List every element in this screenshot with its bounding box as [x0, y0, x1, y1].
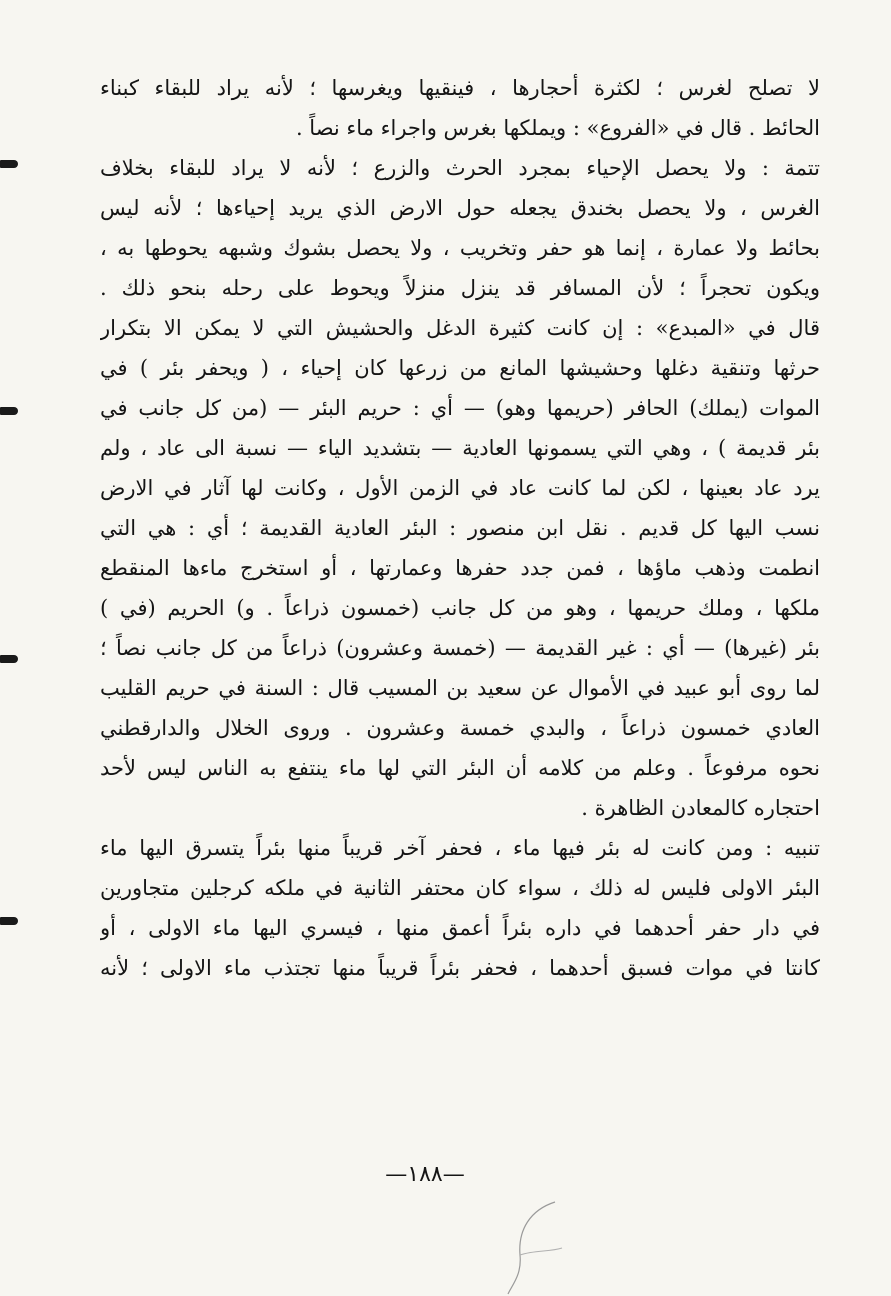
text-line: البئر الاولى فليس له ذلك ، سواء كان محتفر الثانية في ملكه كرجلين متجاورين [100, 876, 820, 900]
text-line: تنبيه : ومن كانت له بئر فيها ماء ، فحفر آخر قريباً منها بئراً يتسرق اليها ماء [100, 836, 820, 860]
page-number: —١٨٨— [385, 1162, 465, 1187]
text-line: يرد عاد بعينها ، لكن لما كانت عاد في الزمن الأول ، وكانت لها آثار في الارض [100, 476, 820, 500]
body-text [100, 68, 820, 988]
margin-mark [0, 160, 18, 168]
margin-mark [0, 407, 18, 415]
text-line: قال في «المبدع» : إن كانت كثيرة الدغل والحشيش التي لا يمكن الا بتكرار [100, 316, 820, 340]
text-line: الحائط . قال في «الفروع» : ويملكها بغرس واجراء ماء نصاً . [295, 116, 820, 140]
text-line: الغرس ، ولا يحصل بخندق يجعله حول الارض الذي يريد إحياءها ؛ لأنه ليس [100, 196, 820, 220]
text-line: كانتا في موات فسبق أحدهما ، فحفر بئراً قريباً منها تجتذب ماء الاولى ؛ لأنه [100, 956, 820, 980]
text-line: لا تصلح لغرس ؛ لكثرة أحجارها ، فينقيها ويغرسها ؛ لأنه يراد للبقاء كبناء [100, 76, 820, 100]
text-line: حرثها وتنقية دغلها وحشيشها المانع من زرعها كان إحياء ، ( ويحفر بئر ) في [100, 356, 820, 380]
text-line: بحائط ولا عمارة ، إنما هو حفر وتخريب ، ولا يحصل بشوك وشبهه يحوطها به ، [100, 236, 820, 260]
margin-mark [0, 917, 18, 925]
text-line: الموات (يملك) الحافر (حريمها وهو) — أي : حريم البئر — (من كل جانب في [100, 396, 820, 420]
pencil-scribble [500, 1200, 580, 1296]
text-line: لما روى أبو عبيد في الأموال عن سعيد بن المسيب قال : السنة في حريم القليب [100, 676, 820, 700]
text-line: العادي خمسون ذراعاً ، والبدي خمسة وعشرون . وروى الخلال والدارقطني [100, 716, 820, 740]
text-line: في دار حفر أحدهما في داره بئراً أعمق منها ، فيسري اليها ماء الاولى ، أو [100, 916, 820, 940]
margin-mark [0, 655, 18, 663]
text-line: بئر قديمة ) ، وهي التي يسمونها العادية — بتشديد الياء — نسبة الى عاد ، ولم [100, 436, 820, 460]
text-line: تتمة : ولا يحصل الإحياء بمجرد الحرث والزرع ؛ لأنه لا يراد للبقاء بخلاف [100, 156, 820, 180]
text-line: بئر (غيرها) — أي : غير القديمة — (خمسة وعشرون) ذراعاً من كل جانب نصاً ؛ [100, 636, 820, 660]
text-line: ملكها ، وملك حريمها ، وهو من كل جانب (خمسون ذراعاً . و) الحريم (في ) [100, 596, 820, 620]
text-line: نسب اليها كل قديم . نقل ابن منصور : البئر العادية القديمة ؛ أي : هي التي [100, 516, 820, 540]
text-line: نحوه مرفوعاً . وعلم من كلامه أن البئر التي لها ماء ينتفع به الناس ليس لأحد [100, 756, 820, 780]
text-line: انطمت وذهب ماؤها ، فمن جدد حفرها وعمارتها ، أو استخرج ماءها المنقطع [100, 556, 820, 580]
text-line: احتجاره كالمعادن الظاهرة . [581, 796, 820, 820]
text-line: ويكون تحجراً ؛ لأن المسافر قد ينزل منزلاً ويحوط على رحله بنحو ذلك . [100, 276, 820, 300]
